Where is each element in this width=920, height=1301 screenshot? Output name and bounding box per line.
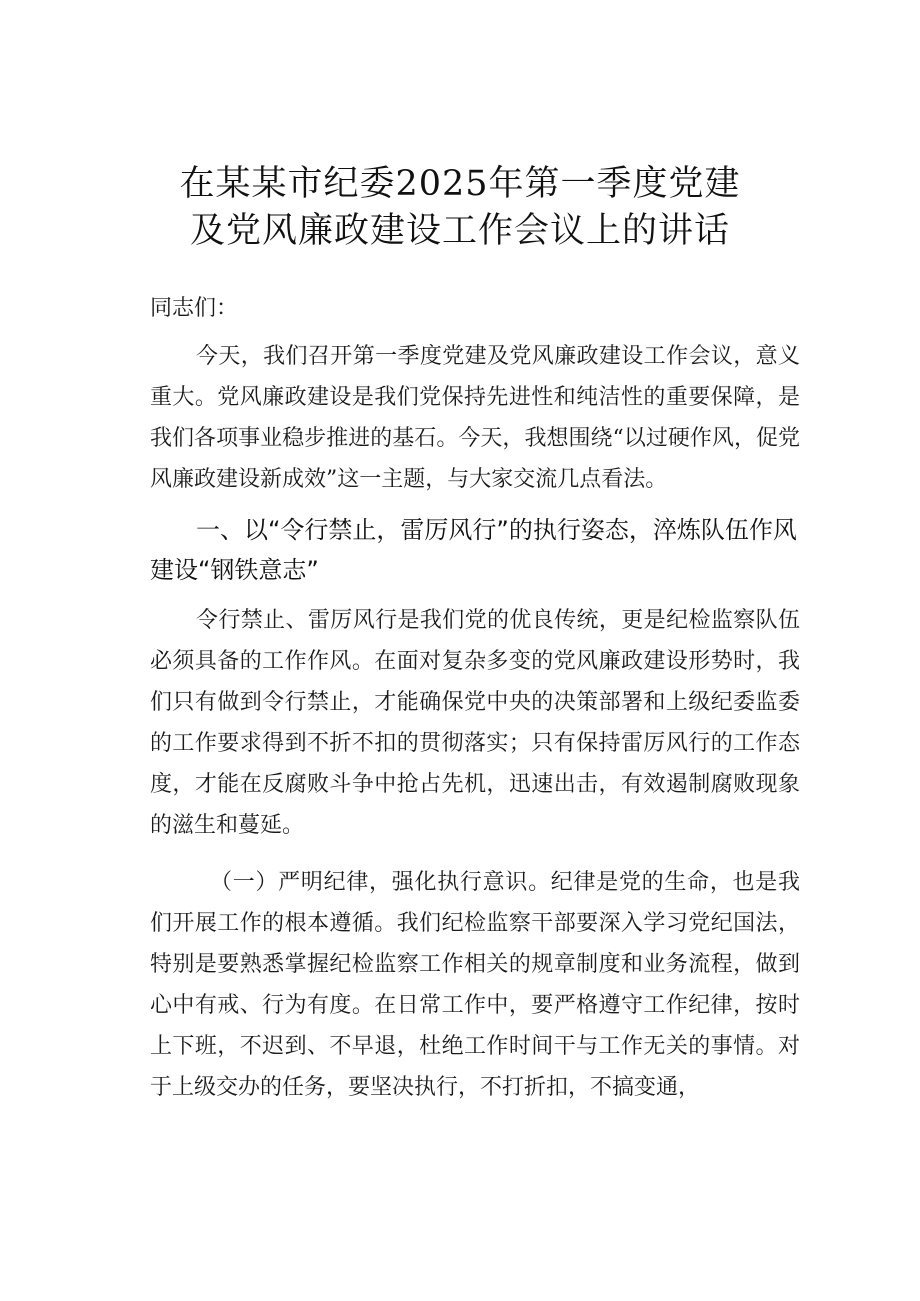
paragraph-subsection-1: （一）严明纪律，强化执行意识。纪律是党的生命，也是我们开展工作的根本遵循。我们纪检监察干部要深入学习党纪国法，特别是要熟悉掌握纪检监察工作相关的规章制度和业务流程，做到心中有戒、行为有度。在日常工作中，要严格遵守工作纪律，按时上下班，不迟到、不早退，杜绝工作时间干与工作无关的事情。对于上级交办的任务，要坚决执行，不打折扣，不搞变通， (150, 870, 800, 1100)
paragraph-intro: 今天，我们召开第一季度党建及党风廉政建设工作会议，意义重大。党风廉政建设是我们党保持先进性和纯洁性的重要保障，是我们各项事业稳步推进的基石。今天，我想围绕“以过硬作风，促党风廉政建设新成效”这一主题，与大家交流几点看法。 (150, 344, 800, 492)
document-title-line-1: 在某某市纪委2025年第一季度党建 (179, 164, 741, 204)
document-title-line-2: 及党风廉政建设工作会议上的讲话 (189, 211, 730, 251)
section-heading-1: 一、以“令行禁止，雷厉风行”的执行姿态，淬炼队伍作风建设“钢铁意志” (150, 516, 797, 584)
salutation: 同志们： (150, 296, 239, 321)
paragraph-section-1: 令行禁止、雷厉风行是我们党的优良传统，更是纪检监察队伍必须具备的工作作风。在面对复杂多变的党风廉政建设形势时，我们只有做到令行禁止，才能确保党中央的决策部署和上级纪委监委的工作要求得到不折不扣的贯彻落实；只有保持雷厉风行的工作态度，才能在反腐败斗争中抢占先机，迅速出击，有效遏制腐败现象的滋生和蔓延。 (150, 608, 800, 838)
